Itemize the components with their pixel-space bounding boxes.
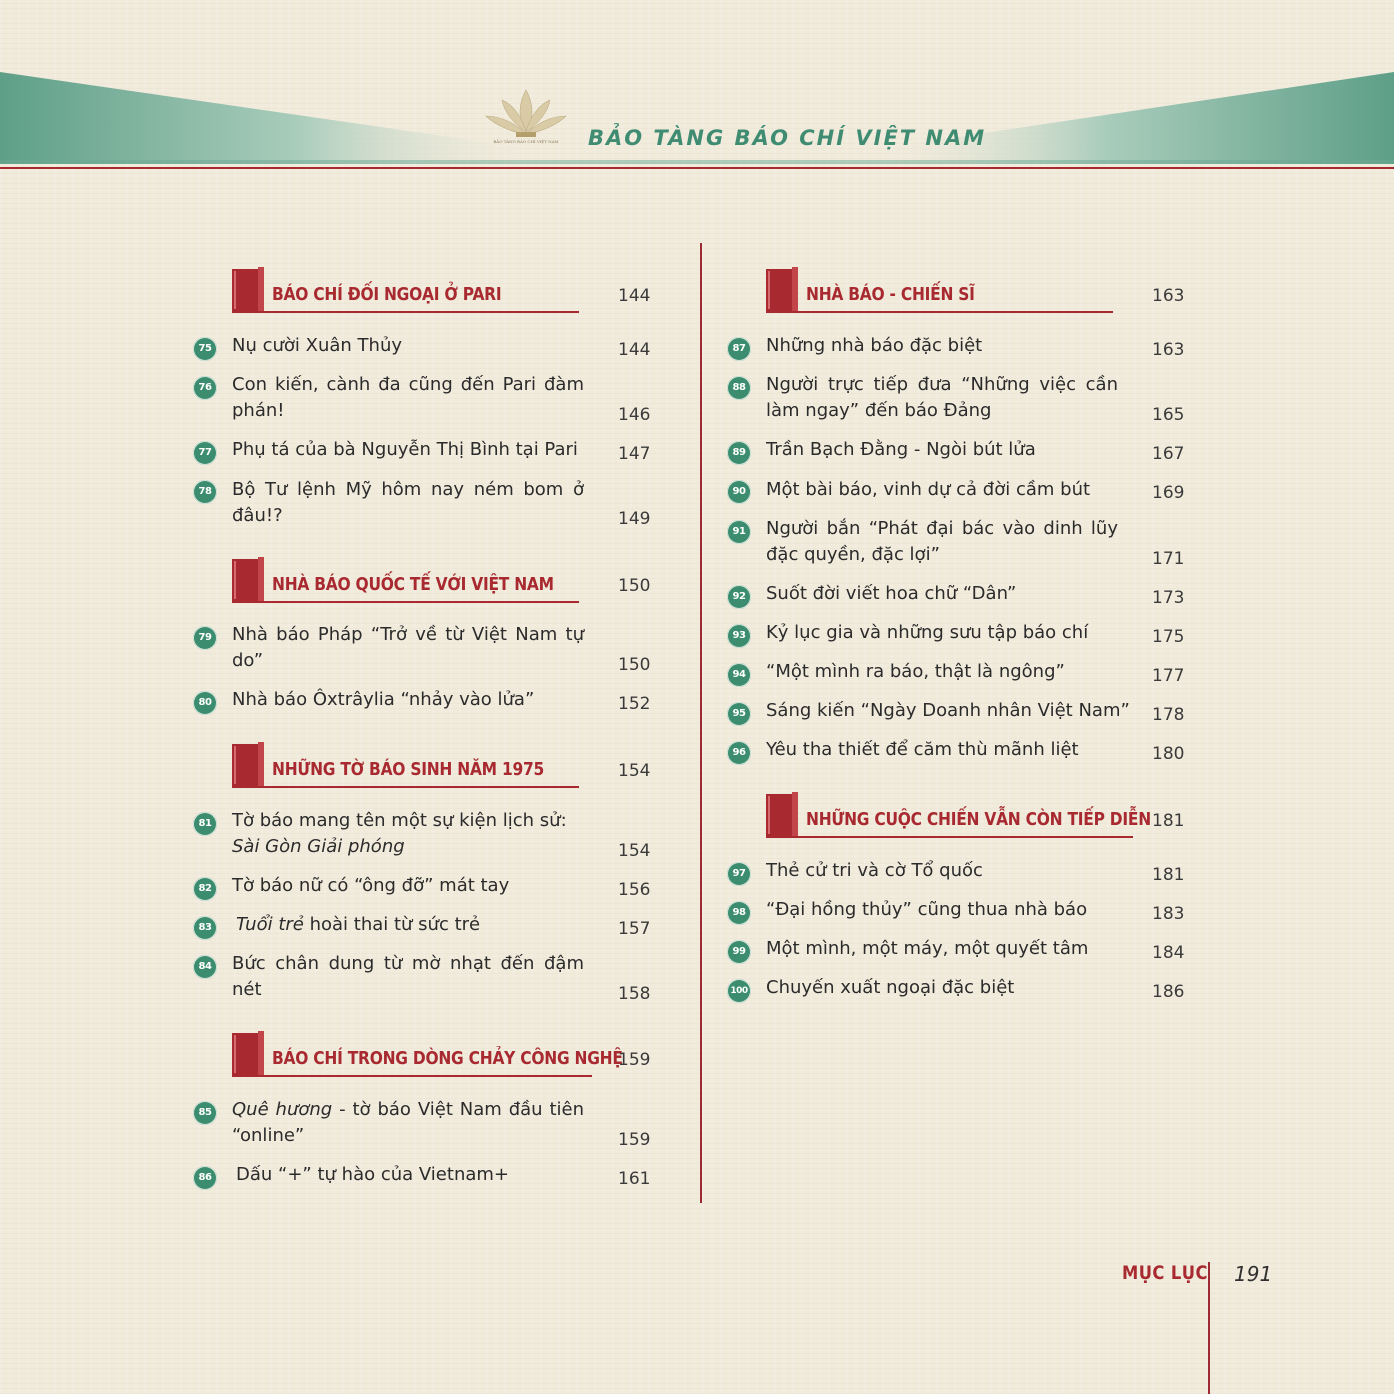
entry-title: Một mình, một máy, một quyết tâm [766,938,1089,959]
entry-title: Con kiến, cành đa cũng đến Pari đàm phán! [232,374,584,421]
entry-number-badge: 90 [727,480,751,504]
section-rule [766,311,1113,313]
entry-title: Trần Bạch Đằng - Ngòi bút lửa [766,439,1036,460]
entry-title: Phụ tá của bà Nguyễn Thị Bình tại Pari [232,439,578,460]
brand-title: BẢO TÀNG BÁO CHÍ VIỆT NAM [588,126,987,150]
entry-page: 183 [1152,904,1185,924]
entry-title: Bộ Tư lệnh Mỹ hôm nay ném bom ở đâu!? [232,479,584,526]
entry-title: Chuyến xuất ngoại đặc biệt [766,977,1015,998]
entry-page: 180 [1152,744,1185,764]
entry-title: Kỷ lục gia và những sưu tập báo chí [766,622,1089,643]
entry-number-badge: 77 [193,441,217,465]
entry-title: Nhà báo Pháp “Trở về từ Việt Nam tự do” [232,624,584,671]
entry-number-badge: 80 [193,691,217,715]
entry-number-badge: 95 [727,702,751,726]
section-page: 154 [618,761,651,781]
section-page: 181 [1152,811,1185,831]
logo-caption: BẢO TÀNG BÁO CHÍ VIỆT NAM [493,139,559,144]
book-icon [232,742,266,786]
entry-title: Tờ báo nữ có “ông đỡ” mát tay [232,875,510,896]
section-rule [232,311,579,313]
section-rule [232,786,579,788]
entry-number-badge: 79 [193,626,217,650]
entry-page: 152 [618,694,651,714]
entry-title: “Một mình ra báo, thật là ngông” [766,661,1065,682]
entry-page: 144 [618,340,651,360]
section-page: 159 [618,1050,651,1070]
section-page: 150 [618,576,651,596]
entry-number-badge: 100 [727,979,751,1003]
entry-title: Dấu “+” tự hào của Vietnam+ [236,1164,509,1185]
entry-page: 147 [618,444,651,464]
entry-title: Thẻ cử tri và cờ Tổ quốc [766,860,983,881]
entry-page: 158 [618,984,651,1004]
section-rule [766,836,1133,838]
book-icon [232,1031,266,1075]
footer-rule [1208,1262,1210,1394]
entry-page: 177 [1152,666,1185,686]
entry-page: 169 [1152,483,1185,503]
entry-number-badge: 86 [193,1166,217,1190]
section-title: BÁO CHÍ TRONG DÒNG CHẢY CÔNG NGHỆ [272,1048,623,1069]
entry-title: Nụ cười Xuân Thủy [232,335,402,356]
entry-page: 154 [618,841,651,861]
entry-number-badge: 85 [193,1101,217,1125]
entry-title: Suốt đời viết hoa chữ “Dân” [766,583,1017,604]
entry-number-badge: 76 [193,376,217,400]
entry-title-italic: Quê hương [232,1099,333,1120]
entry-number-badge: 87 [727,337,751,361]
entry-title: Bức chân dung từ mờ nhạt đến đậm nét [232,953,584,1000]
section-title: NHÀ BÁO QUỐC TẾ VỚI VIỆT NAM [272,574,554,595]
entry-number-badge: 97 [727,862,751,886]
entry-number-badge: 81 [193,812,217,836]
entry-title: Yêu tha thiết để căm thù mãnh liệt [766,739,1079,760]
entry-title-text: - tờ báo Việt Nam đầu tiên “online” [232,1099,584,1146]
footer-section-label: MỤC LỤC [1122,1262,1208,1284]
entry-number-badge: 84 [193,955,217,979]
entry-number-badge: 78 [193,480,217,504]
entry-page: 175 [1152,627,1185,647]
entry-page: 161 [618,1169,651,1189]
entry-title-italic: Tuổi trẻ [236,914,304,935]
entry-title: Những nhà báo đặc biệt [766,335,983,356]
entry-page: 157 [618,919,651,939]
entry-page: 165 [1152,405,1185,425]
section-title: NHỮNG CUỘC CHIẾN VẪN CÒN TIẾP DIỄN [806,809,1151,830]
entry-number-badge: 96 [727,741,751,765]
entry-number-badge: 94 [727,663,751,687]
entry-page: 181 [1152,865,1185,885]
section-page: 163 [1152,286,1185,306]
entry-title: Người bắn “Phát đại bác vào dinh lũy đặc quyền, đặc lợi” [766,518,1118,565]
entry-number-badge: 83 [193,916,217,940]
entry-number-badge: 82 [193,877,217,901]
entry-page: 178 [1152,705,1185,725]
entry-number-badge: 99 [727,940,751,964]
entry-title [232,1097,584,1149]
entry-title: Nhà báo Ôxtrâylia “nhảy vào lửa” [232,689,535,710]
entry-page: 184 [1152,943,1185,963]
entry-page: 150 [618,655,651,675]
entry-title [236,912,480,938]
book-icon [766,792,800,836]
entry-title-text: Tờ báo mang tên một sự kiện lịch sử: [232,810,567,831]
entry-title: “Đại hồng thủy” cũng thua nhà báo [766,899,1088,920]
entry-number-badge: 93 [727,624,751,648]
entry-page: 186 [1152,982,1185,1002]
entry-page: 173 [1152,588,1185,608]
section-rule [232,601,579,603]
entry-title-text: hoài thai từ sức trẻ [303,914,481,935]
book-icon [232,267,266,311]
entry-page: 149 [618,509,651,529]
entry-page: 156 [618,880,651,900]
entry-number-badge: 89 [727,441,751,465]
page-number: 191 [1234,1262,1273,1286]
entry-page: 163 [1152,340,1185,360]
section-title: NHỮNG TỜ BÁO SINH NĂM 1975 [272,759,545,780]
entry-page: 167 [1152,444,1185,464]
entry-page: 159 [618,1130,651,1150]
entry-title: Người trực tiếp đưa “Những việc cần làm ngay” đến báo Đảng [766,374,1118,421]
entry-page: 146 [618,405,651,425]
entry-number-badge: 91 [727,520,751,544]
entry-number-badge: 92 [727,585,751,609]
entry-title-italic: Sài Gòn Giải phóng [232,836,405,857]
book-icon [766,267,800,311]
section-title: NHÀ BÁO - CHIẾN SĨ [806,284,975,305]
column-divider [700,243,702,1203]
entry-title: Sáng kiến “Ngày Doanh nhân Việt Nam” [766,700,1130,721]
entry-title: Một bài báo, vinh dự cả đời cầm bút [766,479,1091,500]
section-rule [232,1075,592,1077]
book-icon [232,557,266,601]
entry-number-badge: 75 [193,337,217,361]
entry-number-badge: 88 [727,376,751,400]
section-page: 144 [618,286,651,306]
entry-number-badge: 98 [727,901,751,925]
section-title: BÁO CHÍ ĐỐI NGOẠI Ở PARI [272,284,502,305]
entry-title [232,808,584,860]
entry-page: 171 [1152,549,1185,569]
